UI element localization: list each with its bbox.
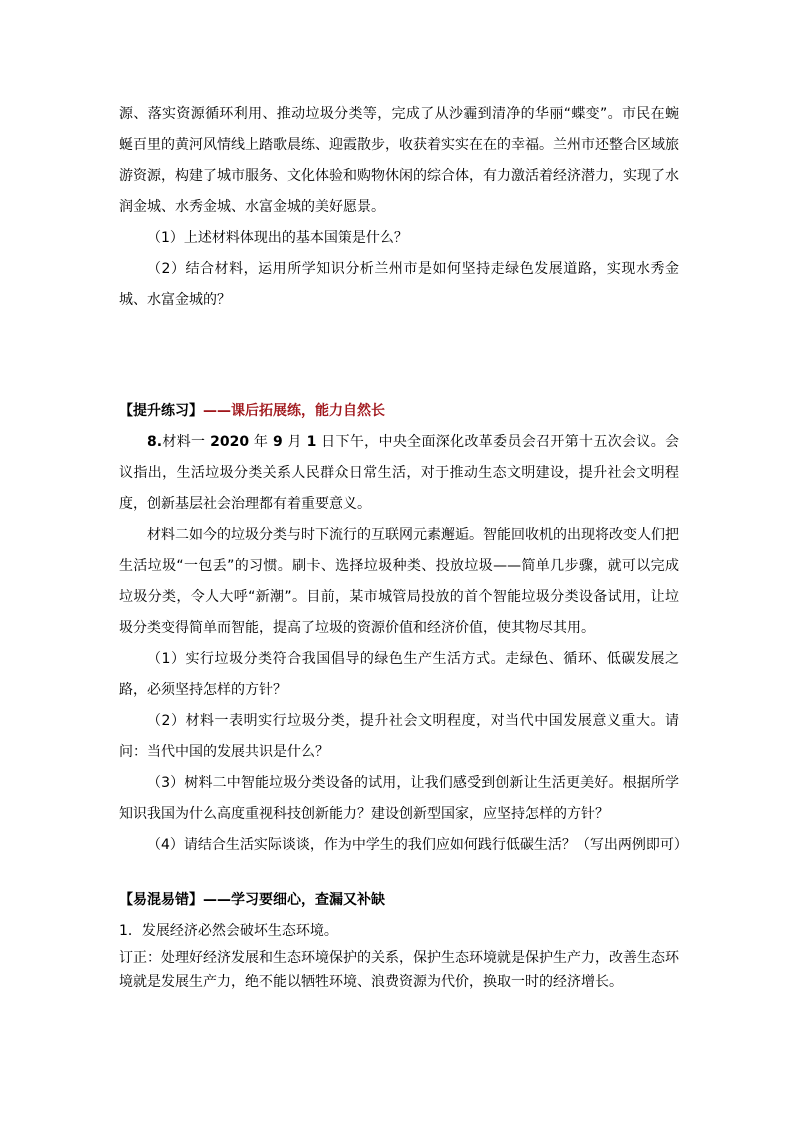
sub-question-1: （1）实行垃圾分类符合我国倡导的绿色生产生活方式。走绿色、循环、低碳发展之路，必须坚持怎样的方针？ xyxy=(119,651,679,698)
material-paragraph-continued: 源、落实资源循环利用、推动垃圾分类等，完成了从沙霾到清净的华丽“蝶变”。市民在蜿蜒百里的黄河风情线上踏歌晨练、迎霞散步，收获着实实在在的幸福。兰州市还整合区域旅游资源，构建了城市服务、文化体验和购物休闲的综合体，有力激活着经济潜力，实现了水润金城、水秀金城、水富金城的美好愿景。 xyxy=(119,106,679,215)
section-subtitle: ——课后拓展练，能力自然长 xyxy=(203,403,385,419)
question-1: （1）上述材料体现出的基本国策是什么？ xyxy=(147,230,408,246)
section-heading-tisheng xyxy=(119,396,679,427)
section-bracket-title: 【提升练习】 xyxy=(119,403,203,419)
material-two-paragraph: 材料二如今的垃圾分类与时下流行的互联网元素邂逅。智能回收机的出现将改变人们把生活垃圾“一包丢”的习惯。刷卡、选择垃圾种类、投放垃圾——简单几步骤，就可以完成垃圾分类，令人大呼“新潮”。目前，某市城管局投放的首个智能垃圾分类设备试用，让垃圾分类变得简单而智能，提高了垃圾的资源价值和经济价值，使其物尽其用。 xyxy=(119,527,679,636)
section-heading-yihun: 【易混易错】——学习要细心，查漏又补缺 xyxy=(119,892,385,908)
sub-question-4: （4）请结合生活实际谈谈，作为中学生的我们应如何践行低碳生活？（写出两例即可） xyxy=(147,837,688,853)
material-one-paragraph: 8.材料一 2020 年 9 月 1 日下午，中央全面深化改革委员会召开第十五次会议。会议指出，生活垃圾分类关系人民群众日常生活，对于推动生态文明建设，提升社会文明程度，创新基层社会治理都有着重要意义。 xyxy=(119,434,680,512)
question-2: （2）结合材料，运用所学知识分析兰州市是如何坚持走绿色发展道路，实现水秀金城、水富金城的？ xyxy=(119,261,679,308)
error-item-1: 1．发展经济必然会破坏生态环境。 xyxy=(119,923,338,939)
sub-question-3: （3）树料二中智能垃圾分类设备的试用，让我们感受到创新让生活更美好。根据所学知识我国为什么高度重视科技创新能力？建设创新型国家，应坚持怎样的方针？ xyxy=(119,775,679,822)
sub-question-2: （2）材料一表明实行垃圾分类，提升社会文明程度，对当代中国发展意义重大。请问：当代中国的发展共识是什么？ xyxy=(119,713,679,760)
question-number: 8. xyxy=(147,434,163,450)
correction-text: 订正：处理好经济发展和生态环境保护的关系，保护生态环境就是保护生产力，改善生态环境就是发展生产力，绝不能以牺牲环境、浪费资源为代价，换取一时的经济增长。 xyxy=(119,950,679,990)
